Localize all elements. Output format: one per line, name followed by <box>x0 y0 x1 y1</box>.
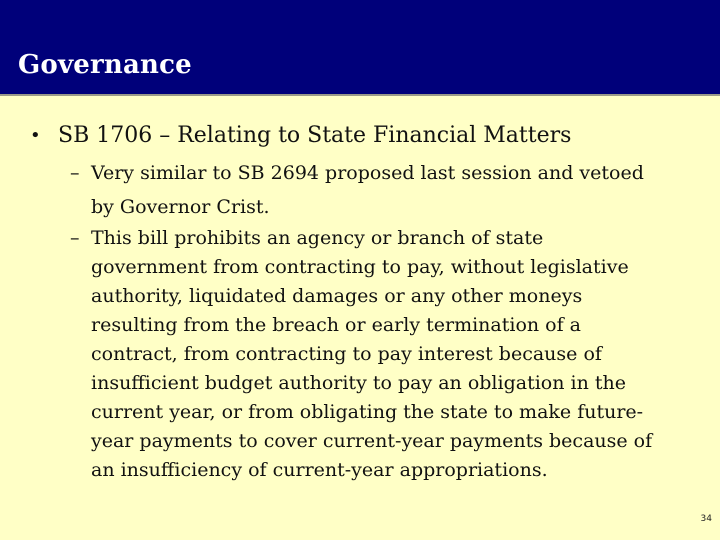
slide-title: Governance <box>18 50 192 80</box>
title-bar <box>0 0 720 96</box>
sub-bullet-list <box>0 156 720 485</box>
bullet-text: SB 1706 – Relating to State Financial Matters <box>58 123 572 148</box>
sub-bullet-text: This bill prohibits an agency or branch of state government from contracting to pay, without legislative authority, liquidated damages or any other moneys resulting from the breach or early termination of a contract, from contracting to pay interest because of insufficient budget authority to pay an obligation in the current year, or from obligating the state to make future-year payments to cover current-year payments because of an insufficiency of current-year appropriations. <box>91 227 653 481</box>
page-number: 34 <box>700 514 712 524</box>
bullet-marker: • <box>30 125 41 146</box>
sub-bullet-item <box>70 156 660 224</box>
sub-bullet-item <box>70 224 660 485</box>
bullet-item <box>30 118 720 154</box>
sub-bullet-text: Very similar to SB 2694 proposed last session and vetoed by Governor Crist. <box>91 162 644 218</box>
slide-content <box>0 118 720 485</box>
dash-marker: – <box>70 162 80 184</box>
dash-marker: – <box>70 227 80 249</box>
